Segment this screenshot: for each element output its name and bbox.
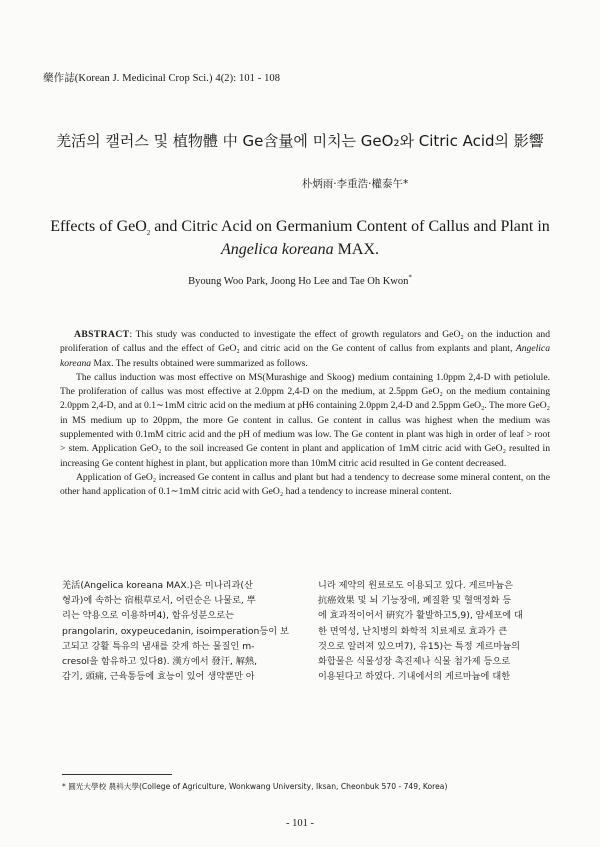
journal-header: 藥作誌(Korean J. Medicinal Crop Sci.) 4(2): 101 - 108: [43, 73, 281, 84]
abstract-paragraph-2: The callus induction was most effective on MS(Murashige and Skoog) medium containing 1.0ppm 2,4-D with petiolule. The proliferation of callus was most effective at 2.0ppm 2,4-D on the medium, at 2.5ppm GeO₂ on the medium containing 2.0ppm 2,4-D, and at 0.1∼1mM citric acid on the medium at pH6 containing 2.0ppm 2,4-D and 2.5ppm GeO₂. The more GeO₂ in MS medium up to 20ppm, the more Ge content in callus. Ge content in callus was highest when the medium was supplemented with 0.1mM citric acid and the pH of medium was low. The Ge content in plant was high in order of leaf > root > stem. Application GeO₂ to the soil increased Ge content in plant and application of 1mM citric acid with GeO₂ resulted in increasing Ge content highest in plant, but application more than 10mM citric acid resulted in Ge content decreased.: [60, 371, 550, 469]
author-names: Byoung Woo Park, Joong Ho Lee and Tae Oh Kwon: [188, 276, 409, 287]
korean-title: 羌活의 캘러스 및 植物體 中 Ge含量에 미치는 GeO₂와 Citric Acid의 影響: [56, 132, 544, 150]
english-title-part2: and Citric Acid on Germanium Content of Callus and Plant in: [150, 218, 550, 235]
body-line: cresol을 함유하고 있다8). 漢方에서 發汗, 解熱,: [62, 656, 258, 668]
body-line: 고되고 강활 특유의 냄새를 갖게 하는 물질인 m-: [62, 640, 255, 652]
body-line: 抗癌效果 및 뇌 기능장애, 폐질환 및 혈액정화 등: [318, 595, 512, 607]
body-column-right: [318, 578, 558, 684]
page-number: - 101 -: [286, 818, 314, 829]
body-line: 것으로 알려져 있으며7), 유15)는 특정 게르마늄의: [318, 640, 520, 652]
abstract-label: ABSTRACT: [74, 329, 130, 340]
body-line: 리는 약용으로 이용하며4), 함유성분으로는: [62, 610, 234, 622]
footnote-rule: [62, 774, 172, 775]
korean-authors: 朴炳雨·李重浩·權泰午*: [301, 178, 409, 190]
body-line: 이용된다고 하였다. 기내에서의 게르마늄에 대한: [318, 671, 511, 683]
footnote: * 圓光大學校 農科大學(College of Agriculture, Wonkwang University, Iksan, Cheonbuk 570 - 749, Korea): [62, 782, 448, 791]
abstract-paragraph-3: Application of GeO₂ increased Ge content in callus and plant but had a tendency to decrease some mineral content, on the other hand application of 0.1∼1mM citric acid with GeO₂ had a tendency to increase mineral content.: [60, 471, 550, 498]
authors-english: [0, 273, 600, 287]
body-line: 에 효과적이어서 硏究가 활발하고5,9), 암세포에 대: [318, 610, 523, 622]
body-column-left: [62, 578, 302, 684]
body-line: 한 면역성, 난치병의 화학적 치료제로 효과가 큰: [318, 625, 508, 637]
body-line: 화합물은 식물성장 촉진제나 식물 첨가제 등으로: [318, 656, 511, 668]
abstract-p1-a: : This study was conducted to investigate the effect of growth regulators and GeO₂ on the induction and proliferation of callus and the effect of GeO₂ and citric acid on the Ge content of callus from explants and plant,: [60, 329, 550, 355]
abstract-paragraph-1: [60, 328, 550, 371]
english-title: [30, 215, 570, 261]
body-line: 형과)에 속하는 宿根草로서, 어린순은 나물로, 뿌: [62, 595, 256, 607]
english-title-subscript: 2: [146, 229, 151, 238]
body-line: 감기, 頭痛, 근육통등에 효능이 있어 생약뿐만 아: [62, 671, 255, 683]
author-mark: *: [408, 273, 412, 282]
english-title-part1: Effects of GeO: [50, 218, 147, 235]
body-line: prangolarin, oxypeucedanin, isoimperation등이 보: [62, 625, 289, 637]
body-line: 羌活(Angelica koreana MAX.)은 미나리과(산: [62, 580, 253, 591]
body-line: 니라 제약의 원료로도 이용되고 있다. 게르마늄은: [318, 580, 514, 591]
english-title-species: Angelica koreana: [220, 241, 334, 258]
english-title-end: MAX.: [333, 241, 380, 258]
abstract-p1-b: Max. The results obtained were summarized as follows.: [91, 357, 308, 369]
abstract: [60, 328, 550, 500]
abstract-p1-species: Angelica koreana: [60, 343, 550, 369]
